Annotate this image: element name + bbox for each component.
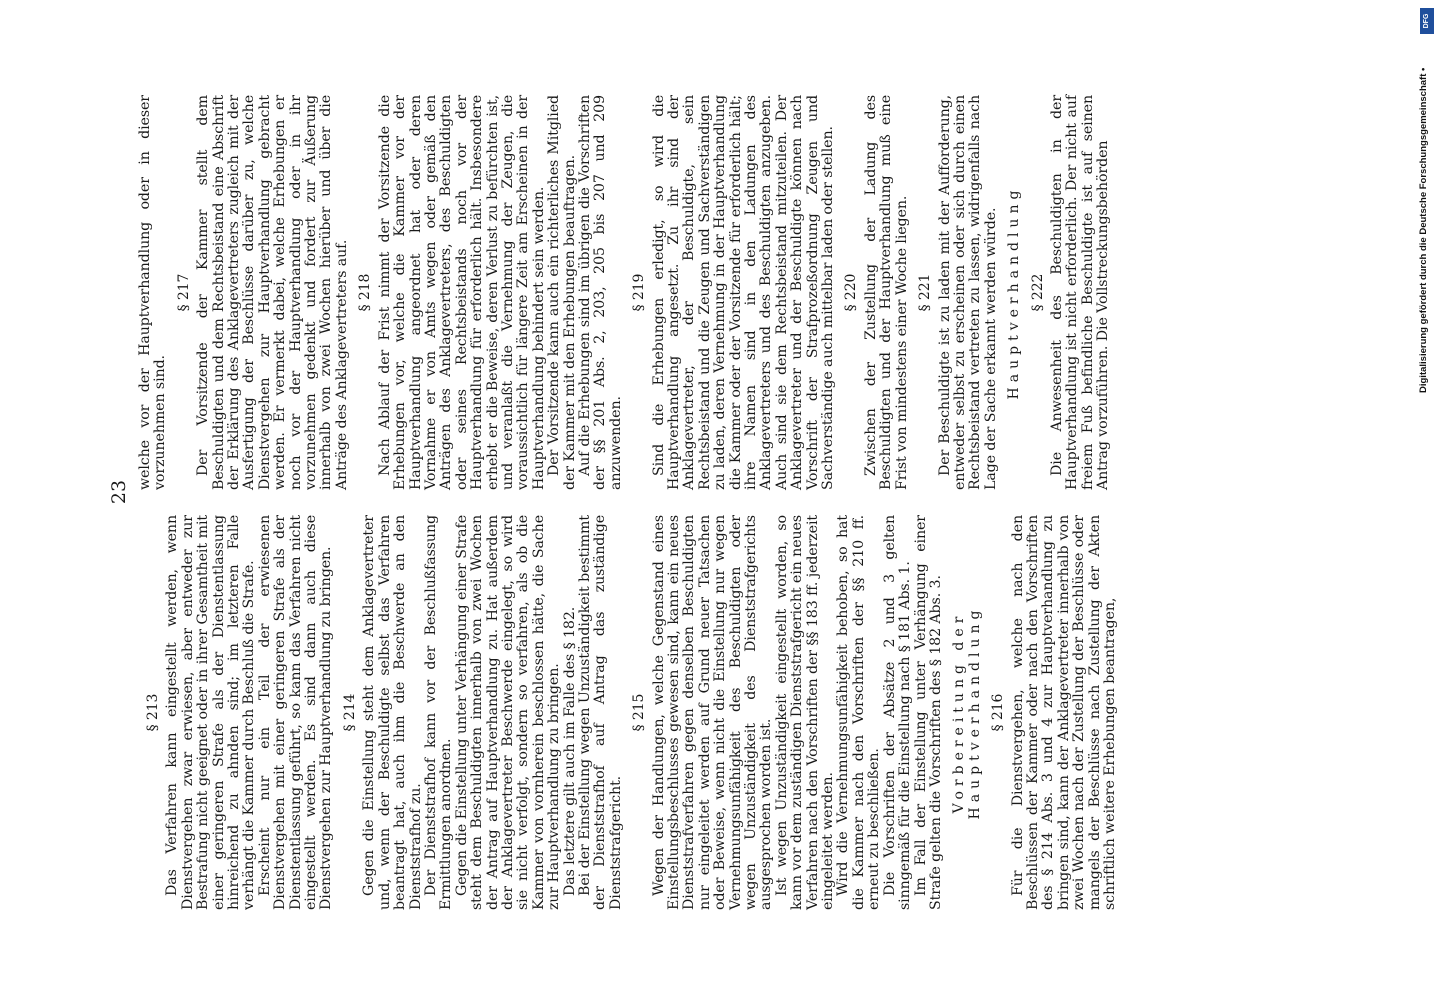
left-column — [138, 515, 1118, 910]
section-number: § 221 — [917, 273, 934, 312]
paragraph: Gegen die Einstellung unter Verhängung einer Strafe steht dem Beschuldigten innerhalb von zwei Wochen der Antrag auf Hauptverhandlung zu. Hat außerdem der Anklagevertreter Beschwerde eingelegt, so wird sie nicht verfolgt, sondern so verfahren, als ob die Kammer von vornherein beschlossen hätte, die Sache zur Hauptverhandlung zu bringen. — [453, 515, 563, 910]
paragraph: Die Anwesenheit des Beschuldigten in der Hauptverhandlung ist nicht erforderlich. Der nicht auf freiem Fuß befindliche Beschuldigte ist auf seinen Antrag vorzuführen. Die Vollstreckungsbehörden — [1048, 95, 1112, 490]
chapter-heading: Hauptverhandlung — [1006, 185, 1023, 400]
paragraph: Wegen der Handlungen, welche Gegenstand eines Einstellungsbeschlusses gewesen sind, kann ein neues Dienststrafverfahren gegen denselben Beschuldigten nur eingeleitet werden auf Grund neuer Tatsachen oder Beweise, wenn nicht die Einstellung nur wegen Vernehmungsunfähigkeit des Beschuldigten oder wegen Unzuständigkeit des Dienststrafgerichts ausgesprochen worden ist. — [650, 515, 775, 910]
section-number: § 222 — [1029, 273, 1046, 312]
paragraph: Ist wegen Unzuständigkeit eingestellt worden, so kann vor dem zuständigen Dienststrafgericht ein neues Verfahren nach den Vorschriften der §§ 183 ff. jederzeit eingeleitet werden. — [773, 515, 837, 910]
paragraph: Das letztere gilt auch im Falle des § 182. — [561, 606, 578, 896]
section-number: § 216 — [990, 693, 1007, 732]
dfg-notice-strip — [1412, 8, 1434, 393]
page-number: 23 — [108, 479, 130, 505]
section-number: § 214 — [341, 693, 358, 732]
paragraph: Für die Dienstvergehen, welche nach den Beschlüssen der Kammer oder nach den Vorschriften des § 214 Abs. 3 und 4 zur Hauptverhandlung zu bringen sind, kann der Anklagevertreter innerhalb von zwei Wochen nach der Zustellung der Beschlüsse oder mangels der Beschlüsse nach Zustellung der Akten schriftlich weitere Erhebungen beantragen, — [1009, 515, 1118, 910]
right-column — [138, 95, 1112, 490]
page-content — [108, 80, 1118, 910]
chapter-heading: Vorbereitung der Hauptverhandlung — [951, 605, 983, 820]
paragraph: Im Fall der Einstellung unter Verhängung einer Strafe gelten die Vorschriften des § 182 Abs. 3. — [912, 515, 944, 910]
section-number: § 217 — [175, 273, 192, 312]
rotated-document-page — [108, 80, 1220, 910]
paragraph: Nach Ablauf der Frist nimmt der Vorsitzende die Erhebungen vor, welche die Kammer vor der Hauptverhandlung angeordnet hat oder deren Vornahme er von Amts wegen oder gemäß den Anträgen des Anklagevertreters, des Beschuldigten oder seines Rechtsbeistands noch vor der Hauptverhandlung für erforderlich hält. Insbesondere erhebt er die Beweise, deren Verlust zu befürchten ist, und veranlaßt die Vernehmung der Zeugen, die voraussichtlich für längere Zeit am Erscheinen in der Hauptverhandlung behindert sein werden. — [376, 95, 547, 490]
dfg-logo-text: DFG — [1423, 13, 1430, 29]
paragraph: Wird die Vernehmungsunfähigkeit behoben, so hat die Kammer nach den Vorschriften der §§ 210 ff. erneut zu beschließen. — [835, 515, 883, 910]
paragraph: Bei der Einstellung wegen Unzuständigkeit bestimmt der Dienststrafhof auf Antrag das zuständige Dienststrafgericht. — [576, 515, 624, 910]
paragraph: Auf die Erhebungen sind im übrigen die Vorschriften der §§ 201 Abs. 2, 203, 205 bis 207 und 209 anzuwenden. — [576, 95, 624, 490]
section-number: § 220 — [843, 273, 860, 312]
paragraph: Der Dienststrafhof kann vor der Beschlußfassung Ermittlungen anordnen. — [422, 515, 455, 910]
paragraph: Sind die Erhebungen erledigt, so wird die Hauptverhandlung angesetzt. Zu ihr sind der Anklagevertreter, der Beschuldigte, sein Rechtsbeistand und die Zeugen und Sachverständigen zu laden, deren Vernehmung in der Hauptverhandlung die Kammer oder der Vorsitzende für erforderlich hält; ihre Namen sind in den Ladungen des Anklagevertreters und des Beschuldigten anzugeben. Auch sind sie dem Rechtsbeistand mitzuteilen. Der Anklagevertreter und der Beschuldigte können nach Vorschrift der Strafprozeßordnung Zeugen und Sachverständige auch mittelbar laden oder stellen. — [650, 95, 837, 490]
dfg-logo — [1420, 8, 1434, 34]
section-number: § 218 — [357, 273, 374, 312]
paragraph: welche vor der Hauptverhandlung oder in dieser vorzunehmen sind. — [137, 95, 169, 490]
paragraph: Erscheint nur ein Teil der erwiesenen Dienstvergehen mit einer geringeren Strafe als der Dienstentlassung geführt, so kann das Verfahren nicht eingestellt werden. Es sind dann auch diese Dienstvergehen zur Hauptverhandlung zu bringen. — [256, 515, 335, 910]
section-number: § 215 — [631, 693, 648, 732]
paragraph: Die Vorschriften der Absätze 2 und 3 gelten sinngemäß für die Einstellung nach § 181 Abs. 1. — [881, 515, 914, 910]
paragraph: Der Beschuldigte ist zu laden mit der Aufforderung, entweder selbst zu erscheinen oder sich durch einen Rechtsbeistand vertreten zu lassen, widrigenfalls nach Lage der Sache erkannt werden würde. — [936, 95, 999, 490]
paragraph: Gegen die Einstellung steht dem Anklagevertreter und, wenn der Beschuldigte selbst das Verfahren beantragt hat, auch ihm die Beschwerde an den Dienststrafhof zu. — [361, 515, 424, 910]
paragraph: Das Verfahren kann eingestellt werden, wenn Dienstvergehen zwar erwiesen, aber entweder zur Bestrafung nicht geeignet oder in ihrer Gesamtheit mit einer geringeren Strafe als der Dienstentlassung hinreichend zu ahnden sind; im letzteren Falle verhängt die Kammer durch Beschluß die Strafe. — [164, 515, 258, 910]
section-number: § 213 — [145, 693, 161, 732]
section-number: § 219 — [631, 273, 648, 312]
paragraph: Der Vorsitzende kann auch ein richterliches Mitglied der Kammer mit den Erhebungen beauftragen. — [546, 95, 578, 490]
dfg-notice: Digitalisierung gefördert durch die Deutsche Forschungsgemeinschaft • — [1418, 67, 1429, 393]
paragraph: Zwischen der Zustellung der Ladung des Beschuldigten und der Hauptverhandlung muß eine Frist von mindestens einer Woche liegen. — [862, 95, 910, 490]
paragraph: Der Vorsitzende der Kammer stellt dem Beschuldigten und dem Rechtsbeistand eine Abschrift der Erklärung des Anklagevertreters zugleich mit der Ausfertigung der Beschlüsse darüber zu, welche Dienstvergehen zur Hauptverhandlung gebracht werden. Er vermerkt dabei, welche Erhebungen er noch vor der Hauptverhandlung oder in ihr vorzunehmen gedenkt und fordert zur Äußerung innerhalb von zwei Wochen hierüber und über die Anträge des Anklagevertreters auf. — [195, 95, 350, 490]
